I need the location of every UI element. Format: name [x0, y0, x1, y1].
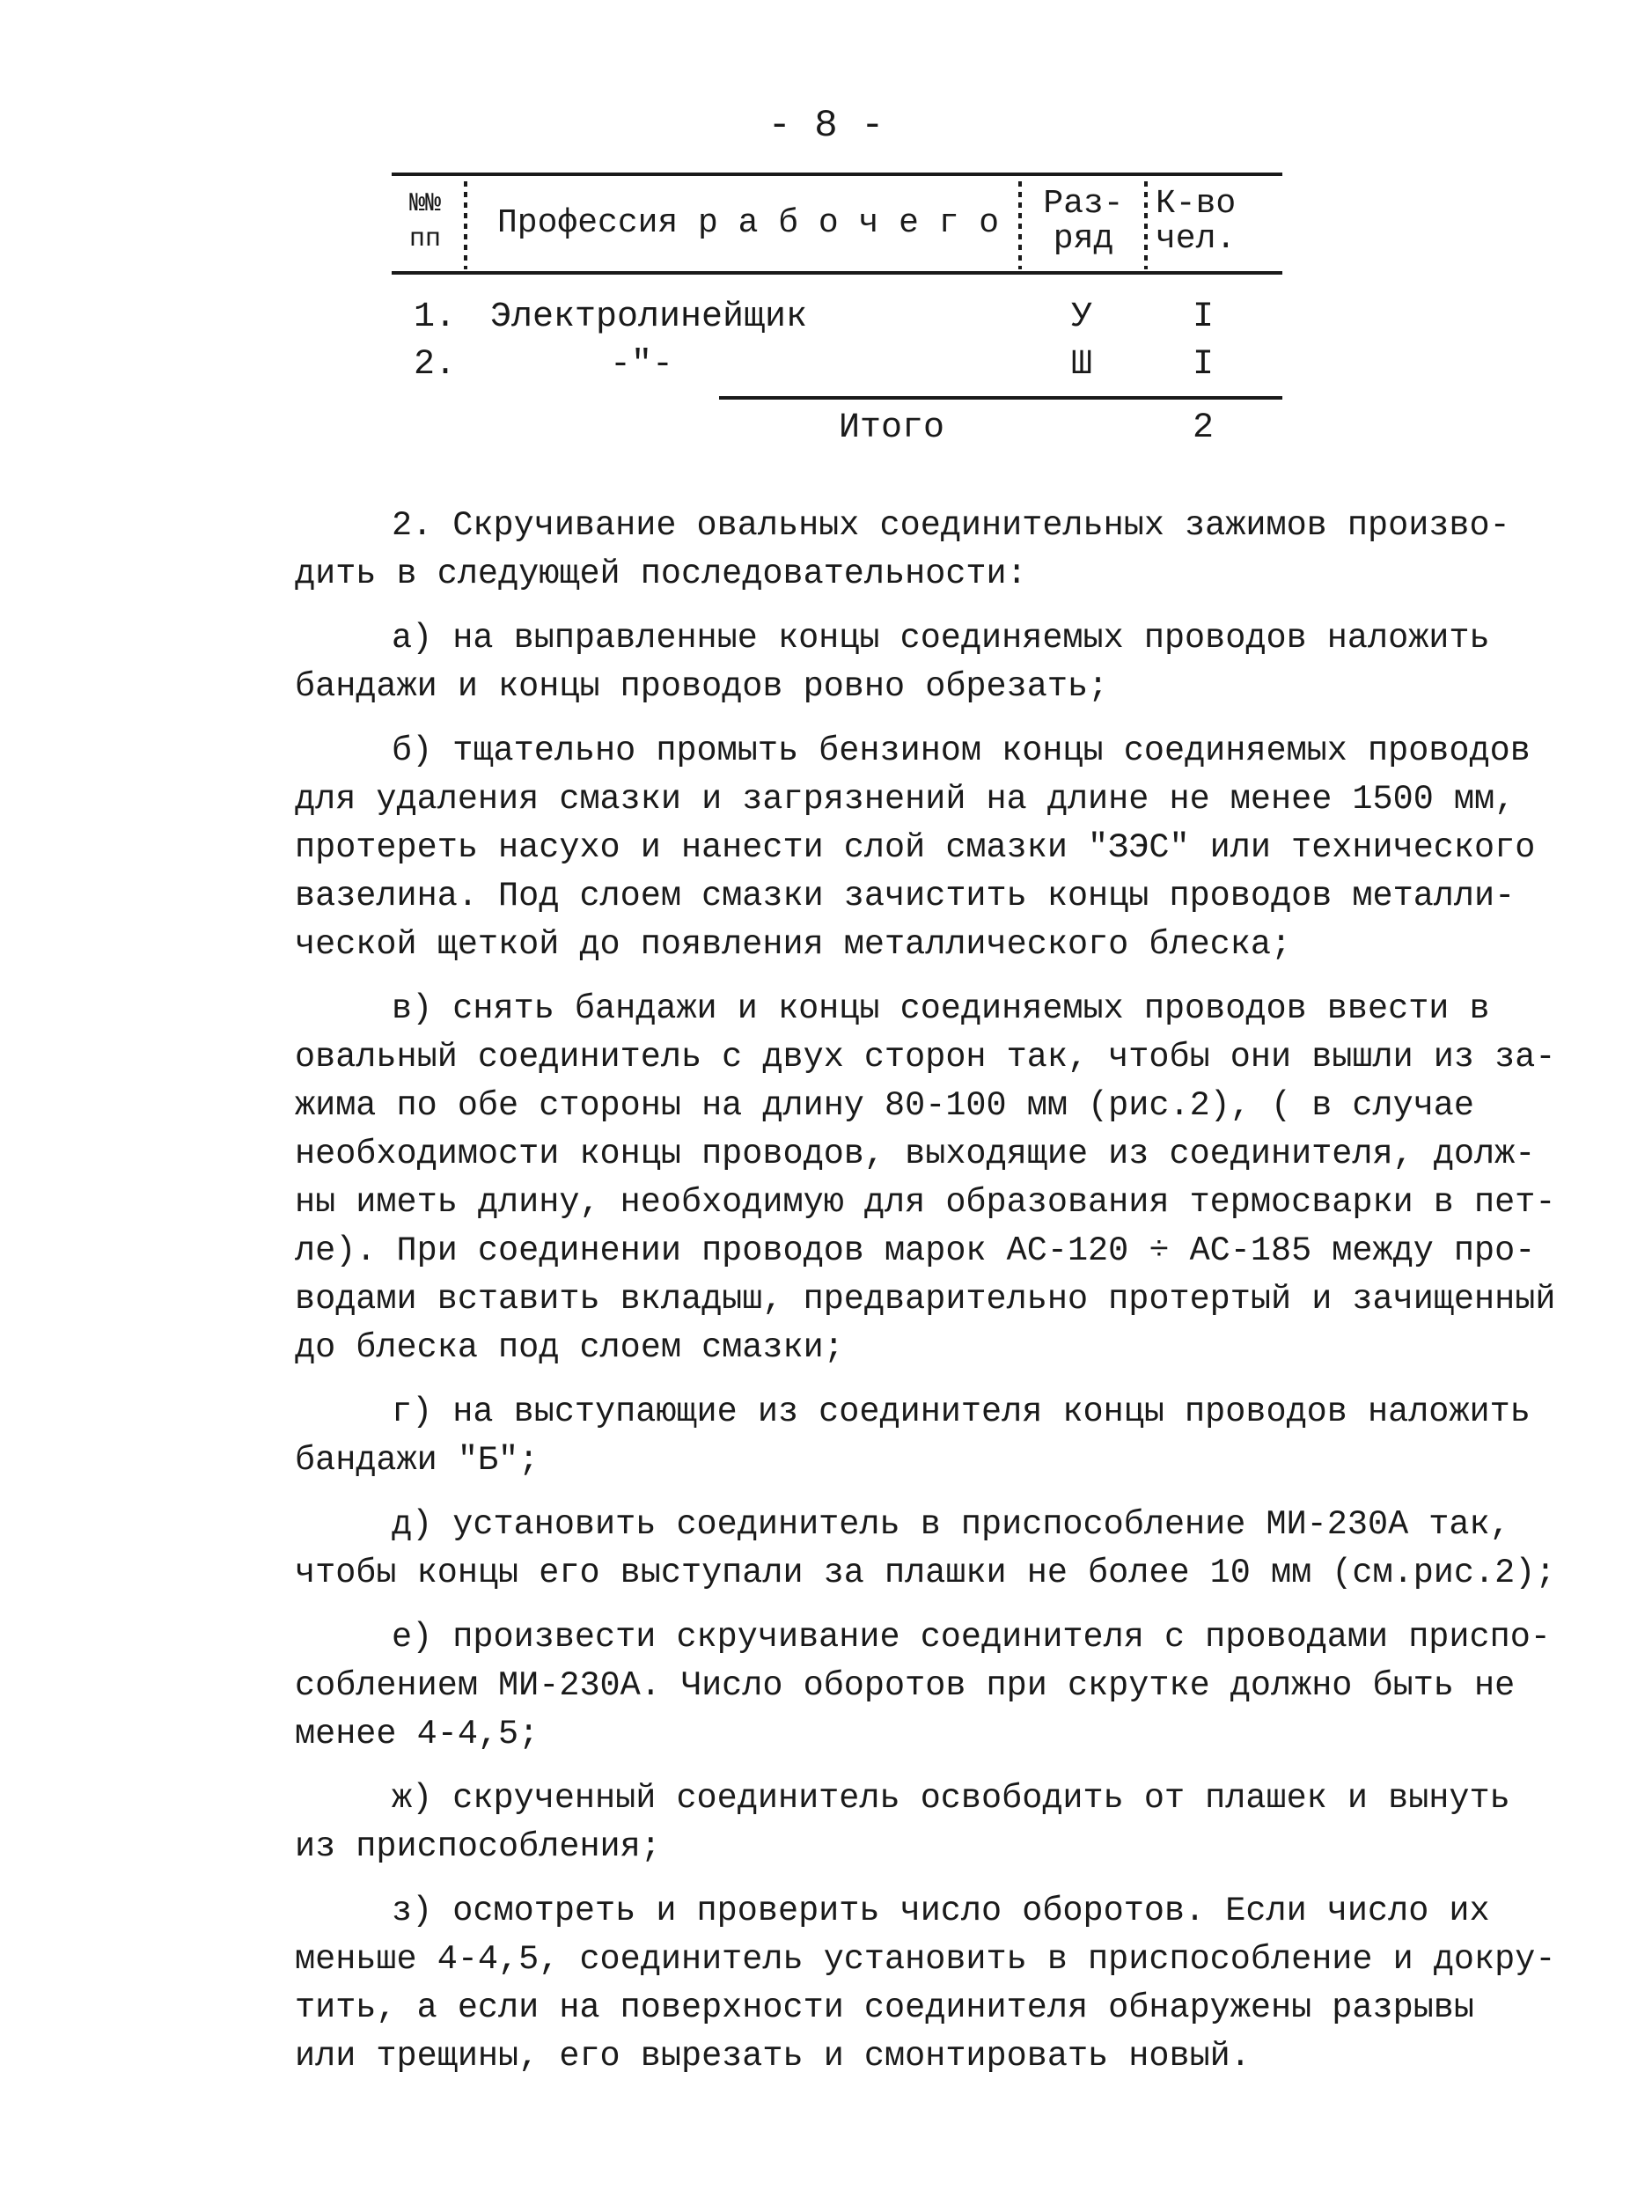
table-bottom-rule [719, 396, 1282, 400]
paragraph-line: д) установить соединитель в приспособление МИ-230А так, [392, 1505, 1510, 1544]
cell-count: I [1193, 298, 1215, 337]
header-num-line2: пп [409, 224, 442, 254]
paragraph-line: г) на выступающие из соединителя концы проводов наложить [392, 1393, 1531, 1431]
cell-grade: У [1071, 298, 1093, 337]
paragraph-line: меньше 4-4,5, соединитель установить в приспособление и докру- [295, 1940, 1556, 1979]
header-grade-line2: ряд [1053, 220, 1114, 258]
header-grade [1031, 187, 1136, 257]
paragraph-line: водами вставить вкладыш, предварительно протертый и зачищенный [295, 1280, 1556, 1319]
header-count [1156, 187, 1236, 257]
paragraph-line: б) тщательно промыть бензином концы соединяемых проводов [392, 731, 1531, 770]
paragraph-step-e [295, 1613, 1551, 1759]
paragraph-line: бандажи и концы проводов ровно обрезать; [295, 667, 1109, 706]
paragraph-line: ж) скрученный соединитель освободить от плашек и вынуть [392, 1779, 1510, 1818]
cell-num: 2. [414, 345, 457, 385]
paragraph-line: а) на выправленные концы соединяемых проводов наложить [392, 619, 1490, 658]
page-number: - 8 - [767, 104, 885, 148]
paragraph-step-a [295, 614, 1527, 711]
paragraph-line: тить, а если на поверхности соединителя обнаружены разрывы [295, 1988, 1475, 2027]
paragraph-step-g [295, 1388, 1531, 1485]
header-separator [1018, 181, 1022, 269]
paragraph-line: ле). При соединении проводов марок АС-120 ÷ АС-185 между про- [295, 1231, 1536, 1270]
header-separator [464, 181, 467, 269]
table-row [392, 345, 1282, 389]
paragraph-line: протереть насухо и нанести слой смазки "ЗЭС" или технического [295, 828, 1536, 867]
table-top-rule [392, 173, 1282, 176]
paragraph-step-b [295, 727, 1536, 969]
cell-profession: -"- [610, 345, 674, 385]
paragraph-line: необходимости концы проводов, выходящие из соединителя, долж- [295, 1135, 1536, 1173]
header-count-line1: К-во [1156, 185, 1237, 223]
cell-profession: Электролинейщик [490, 298, 808, 337]
header-profession: Профессия р а б о ч е г о [497, 204, 1000, 242]
paragraph-line: или трещины, его вырезать и смонтировать новый. [295, 2037, 1251, 2076]
paragraph-step-z [295, 1887, 1556, 2081]
paragraph-step-d [295, 1501, 1556, 1598]
total-value: 2 [1193, 408, 1215, 448]
paragraph-line: из приспособления; [295, 1827, 661, 1866]
cell-num: 1. [414, 298, 457, 337]
paragraph-line: овальный соединитель с двух сторон так, чтобы они вышли из за- [295, 1038, 1556, 1077]
paragraph-line: бандажи "Б"; [295, 1441, 540, 1480]
paragraph-line: 2. Скручивание овальных соединительных зажимов произво- [392, 506, 1510, 545]
paragraph-line: до блеска под слоем смазки; [295, 1328, 844, 1367]
paragraph-step-zh [295, 1775, 1527, 1871]
header-num [409, 187, 441, 257]
paragraph-line: ны иметь длину, необходимую для образования термосварки в пет- [295, 1183, 1556, 1222]
paragraph-line: в) снять бандажи и концы соединяемых проводов ввести в [392, 989, 1490, 1028]
paragraph-line: ческой щеткой до появления металлического блеска; [295, 925, 1292, 964]
cell-count: I [1193, 345, 1215, 385]
header-bottom-rule [392, 271, 1282, 275]
paragraph-line: вазелина. Под слоем смазки зачистить концы проводов металли- [295, 877, 1516, 915]
header-separator [1144, 181, 1148, 269]
paragraph-line: соблением МИ-230А. Число оборотов при скрутке должно быть не [295, 1666, 1516, 1705]
body-text [295, 502, 1556, 2097]
paragraph-line: для удаления смазки и загрязнений на длине не менее 1500 мм, [295, 780, 1516, 819]
paragraph-line: чтобы концы его выступали за плашки не более 10 мм (см.рис.2); [295, 1554, 1556, 1592]
paragraph-line: дить в следующей последовательности: [295, 555, 1027, 593]
paragraph-line: менее 4-4,5; [295, 1715, 540, 1753]
header-count-line2: чел. [1156, 220, 1237, 258]
paragraph-line: е) произвести скручивание соединителя с проводами приспо- [392, 1618, 1551, 1657]
paragraph-intro [295, 502, 1527, 599]
cell-grade: Ш [1071, 345, 1093, 385]
paragraph-line: жима по обе стороны на длину 80-100 мм (рис.2), ( в случае [295, 1086, 1475, 1125]
header-grade-line1: Раз- [1043, 185, 1124, 223]
table-row [392, 298, 1282, 342]
paragraph-line: з) осмотреть и проверить число оборотов. Если число их [392, 1892, 1490, 1930]
paragraph-step-v [295, 985, 1556, 1372]
header-num-line1: №№ [409, 189, 442, 219]
total-label: Итого [839, 408, 945, 448]
